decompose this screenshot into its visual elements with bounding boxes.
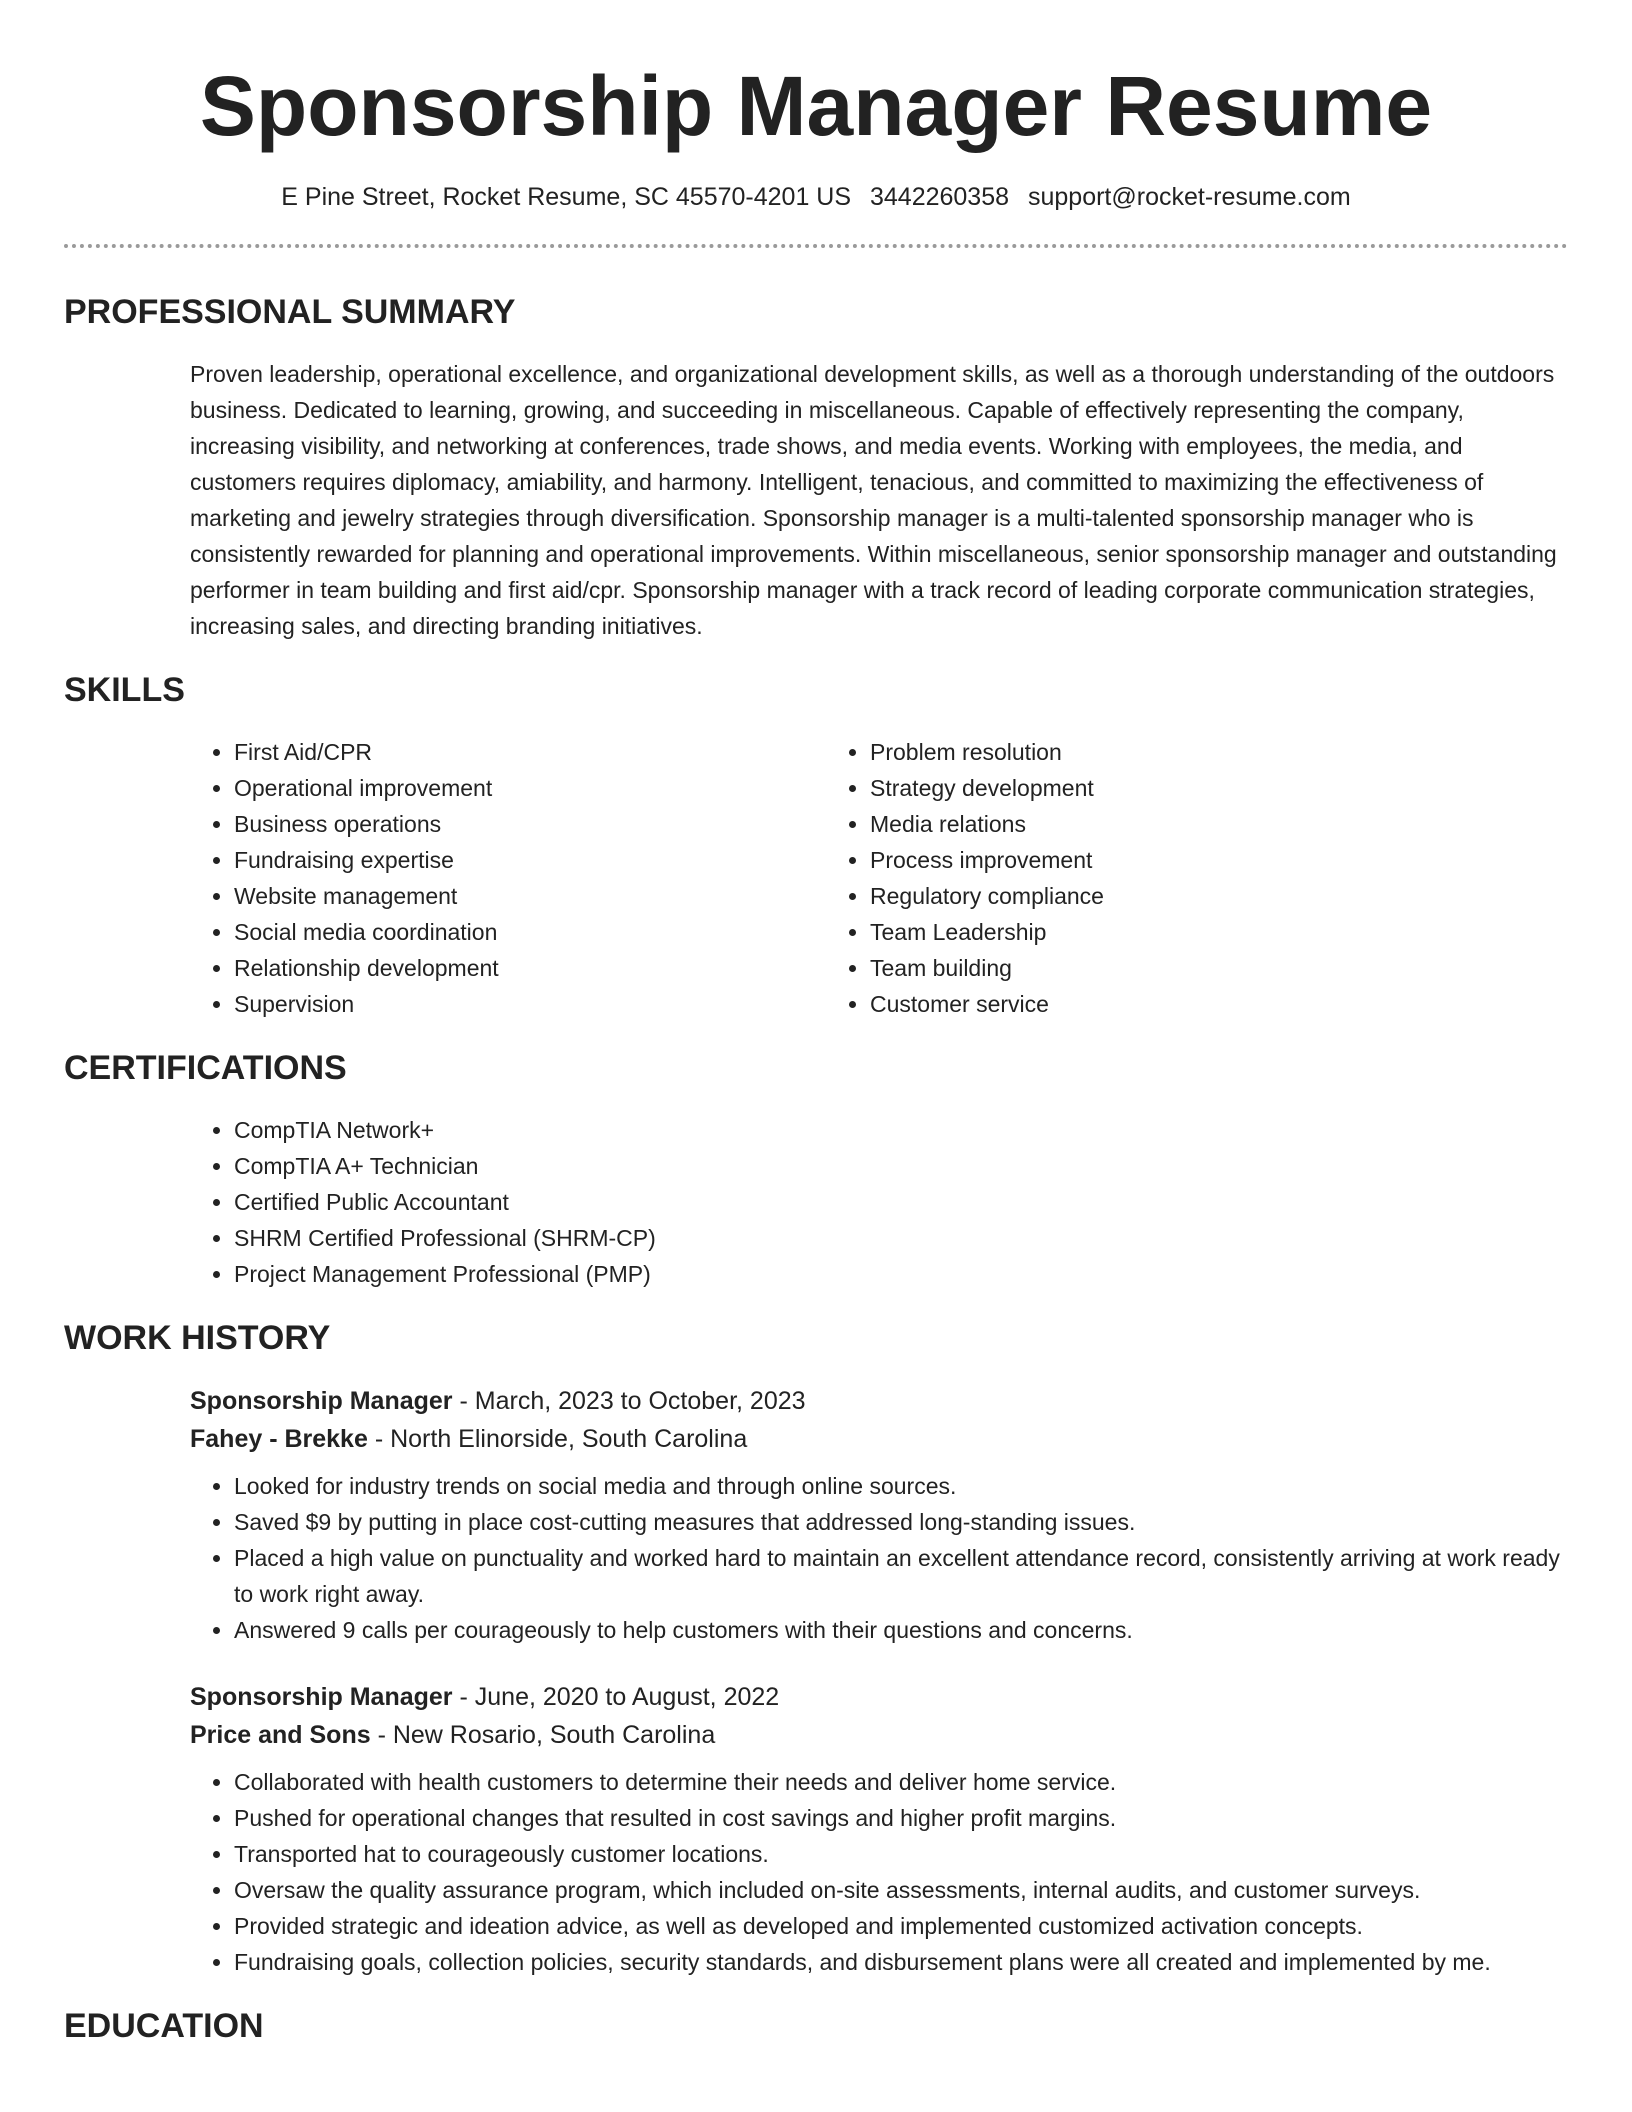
section-title-work-history: WORK HISTORY: [64, 1319, 331, 1357]
list-item: • Business operations: [234, 806, 826, 842]
section-title-education: EDUCATION: [64, 2007, 264, 2045]
job-title-line: [190, 1382, 1568, 1420]
contact-line: [64, 182, 1568, 212]
list-item: • First Aid/CPR: [234, 734, 826, 770]
list-item: • Answered 9 calls per courageously to help customers with their questions and concerns.: [234, 1612, 1568, 1648]
section-title-summary: PROFESSIONAL SUMMARY: [64, 293, 516, 331]
job-company: Price and Sons: [190, 1721, 371, 1749]
job-dates: - June, 2020 to August, 2022: [452, 1683, 780, 1711]
skills-list-left: [190, 734, 826, 1022]
job-entry: [190, 1678, 1568, 1980]
list-item: • Oversaw the quality assurance program, which included on-site assessments, internal audits, and customer surveys.: [234, 1872, 1568, 1908]
skills-columns: [190, 734, 1568, 1022]
list-item: • Process improvement: [870, 842, 1568, 878]
job-company-line: [190, 1420, 1568, 1458]
list-item: • Problem resolution: [870, 734, 1568, 770]
list-item: • Relationship development: [234, 950, 826, 986]
list-item: • Placed a high value on punctuality and worked hard to maintain an excellent attendance record, consistently arriving at work ready to work right away.: [234, 1540, 1568, 1612]
list-item: • Pushed for operational changes that resulted in cost savings and higher profit margins.: [234, 1800, 1568, 1836]
job-title: Sponsorship Manager: [190, 1387, 453, 1415]
list-item: • Strategy development: [870, 770, 1568, 806]
list-item: • Team building: [870, 950, 1568, 986]
list-item: • Social media coordination: [234, 914, 826, 950]
skills-list-right: [826, 734, 1568, 1022]
resume-title: Sponsorship Manager Resume: [199, 59, 1433, 153]
job-title: Sponsorship Manager: [190, 1683, 453, 1711]
job-company-line: [190, 1716, 1568, 1754]
list-item: • Collaborated with health customers to determine their needs and deliver home service.: [234, 1764, 1568, 1800]
list-item: • Project Management Professional (PMP): [234, 1256, 656, 1292]
list-item: • Media relations: [870, 806, 1568, 842]
list-item: • Transported hat to courageously customer locations.: [234, 1836, 1568, 1872]
list-item: • Certified Public Accountant: [234, 1184, 656, 1220]
list-item: • Customer service: [870, 986, 1568, 1022]
section-title-certifications: CERTIFICATIONS: [64, 1049, 347, 1087]
list-item: • Team Leadership: [870, 914, 1568, 950]
contact-phone: 3442260358: [869, 183, 1010, 211]
job-bullets: [64, 1764, 1568, 1980]
job-bullets: [64, 1468, 1568, 1648]
contact-email: support@rocket-resume.com: [1027, 183, 1351, 211]
list-item: • CompTIA Network+: [234, 1112, 656, 1148]
list-item: • Website management: [234, 878, 826, 914]
job-company: Fahey - Brekke: [190, 1425, 368, 1453]
job-title-line: [190, 1678, 1568, 1716]
section-title-skills: SKILLS: [64, 671, 185, 709]
list-item: • CompTIA A+ Technician: [234, 1148, 656, 1184]
skills-column-left: [190, 734, 826, 1022]
list-item: • Looked for industry trends on social media and through online sources.: [234, 1468, 1568, 1504]
header-divider: [64, 244, 1568, 248]
job-location: - New Rosario, South Carolina: [370, 1721, 716, 1749]
skills-column-right: [826, 734, 1568, 1022]
list-item: • Fundraising goals, collection policies, security standards, and disbursement plans were all created and implemented by me.: [234, 1944, 1568, 1980]
list-item: • Saved $9 by putting in place cost-cutting measures that addressed long-standing issues.: [234, 1504, 1568, 1540]
resume-page: [64, 0, 1568, 2046]
list-item: • Supervision: [234, 986, 826, 1022]
list-item: • Regulatory compliance: [870, 878, 1568, 914]
certifications-block: [190, 1112, 1568, 1292]
list-item: • SHRM Certified Professional (SHRM-CP): [234, 1220, 656, 1256]
job-entry: [190, 1382, 1568, 1648]
list-item: • Operational improvement: [234, 770, 826, 806]
list-item: • Provided strategic and ideation advice, as well as developed and implemented customized activation concepts.: [234, 1908, 1568, 1944]
job-location: - North Elinorside, South Carolina: [367, 1425, 748, 1453]
list-item: • Fundraising expertise: [234, 842, 826, 878]
certifications-list: [190, 1112, 656, 1292]
contact-address: E Pine Street, Rocket Resume, SC 45570-4201 US: [281, 183, 852, 211]
summary-text: Proven leadership, operational excellence, and organizational development skills, as well as a thorough understanding of the outdoors business. Dedicated to learning, growing, and succeeding in miscellaneous. Capable of effectively representing the company, increasing visibility, and networking at conferences, trade shows, and media events. Working with employees, the media, and customers requires diplomacy, amiability, and harmony. Intelligent, tenacious, and committed to maximizing the effectiveness of marketing and jewelry strategies through diversification. Sponsorship manager is a multi-talented sponsorship manager who is consistently rewarded for planning and operational improvements. Within miscellaneous, senior sponsorship manager and outstanding performer in team building and first aid/cpr. Sponsorship manager with a track record of leading corporate communication strategies, increasing sales, and directing branding initiatives.: [190, 361, 1557, 639]
job-dates: - March, 2023 to October, 2023: [452, 1387, 806, 1415]
